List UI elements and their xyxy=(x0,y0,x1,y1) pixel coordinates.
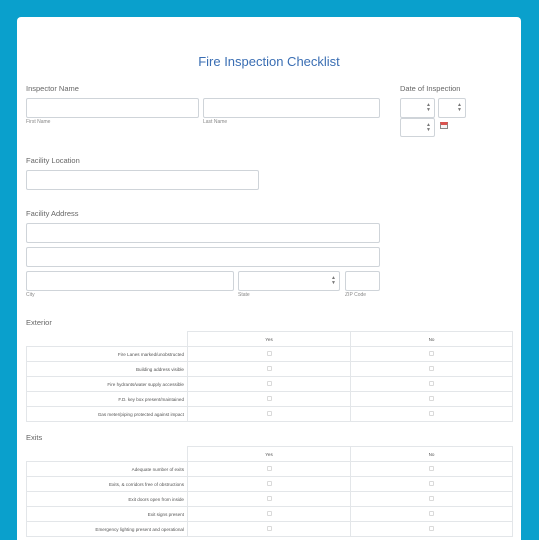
no-radio[interactable] xyxy=(429,526,434,531)
zip-code-input[interactable] xyxy=(345,271,380,291)
city-sublabel: City xyxy=(26,292,35,298)
exterior-label: Exterior xyxy=(26,318,52,327)
last-name-sublabel: Last Name xyxy=(203,119,228,125)
row-label: Exit signs present xyxy=(27,507,188,522)
no-radio[interactable] xyxy=(429,481,434,486)
no-radio[interactable] xyxy=(429,381,434,386)
column-header-no: No xyxy=(351,332,513,347)
state-sublabel: State xyxy=(238,292,250,298)
row-label: Emergency lighting present and operational xyxy=(27,522,188,537)
month-select[interactable] xyxy=(400,98,435,118)
form-title: Fire Inspection Checklist xyxy=(198,54,340,69)
no-radio[interactable] xyxy=(429,466,434,471)
chevron-updown-icon: ▲ ▼ xyxy=(457,102,462,113)
table-row xyxy=(27,462,513,477)
exits-matrix xyxy=(26,446,513,537)
city-input[interactable] xyxy=(26,271,234,291)
first-name-input[interactable] xyxy=(26,98,199,118)
yes-radio[interactable] xyxy=(267,511,272,516)
table-row xyxy=(27,492,513,507)
chevron-updown-icon: ▲ ▼ xyxy=(426,102,431,113)
table-row xyxy=(27,522,513,537)
facility-location-input[interactable] xyxy=(26,170,259,190)
table-row xyxy=(27,362,513,377)
yes-radio[interactable] xyxy=(267,466,272,471)
no-radio[interactable] xyxy=(429,366,434,371)
no-radio[interactable] xyxy=(429,411,434,416)
table-row xyxy=(27,507,513,522)
table-row xyxy=(27,377,513,392)
exterior-matrix xyxy=(26,331,513,422)
row-label: Fire hydrants/water supply accessible xyxy=(27,377,188,392)
inspector-name-label: Inspector Name xyxy=(26,84,79,93)
chevron-updown-icon: ▲ ▼ xyxy=(426,121,431,133)
yes-radio[interactable] xyxy=(267,351,272,356)
facility-location-label: Facility Location xyxy=(26,156,80,165)
row-label: Fire Lanes marked/unobstructed xyxy=(27,347,188,362)
day-select[interactable] xyxy=(438,98,466,118)
yes-radio[interactable] xyxy=(267,366,272,371)
yes-radio[interactable] xyxy=(267,481,272,486)
matrix-corner xyxy=(27,332,188,347)
table-row xyxy=(27,407,513,422)
matrix-corner xyxy=(27,447,188,462)
row-label: F.D. key box present/maintained xyxy=(27,392,188,407)
table-row xyxy=(27,392,513,407)
table-row xyxy=(27,347,513,362)
state-select[interactable] xyxy=(238,271,340,291)
street-address-line2-input[interactable] xyxy=(26,247,380,267)
row-label: Adequate number of exits xyxy=(27,462,188,477)
last-name-input[interactable] xyxy=(203,98,380,118)
row-label: Gas meter/piping protected against impact xyxy=(27,407,188,422)
yes-radio[interactable] xyxy=(267,396,272,401)
form-card xyxy=(17,17,521,540)
exits-label: Exits xyxy=(26,433,43,442)
street-address-input[interactable] xyxy=(26,223,380,243)
row-label: Exits, & corridors free of obstructions xyxy=(27,477,188,492)
zip-code-sublabel: ZIP Code xyxy=(345,292,367,298)
first-name-sublabel: First Name xyxy=(26,119,51,125)
calendar-icon[interactable] xyxy=(440,122,448,129)
table-row xyxy=(27,477,513,492)
column-header-no: No xyxy=(351,447,513,462)
yes-radio[interactable] xyxy=(267,496,272,501)
no-radio[interactable] xyxy=(429,496,434,501)
row-label: Exit doors open from inside xyxy=(27,492,188,507)
yes-radio[interactable] xyxy=(267,411,272,416)
no-radio[interactable] xyxy=(429,351,434,356)
no-radio[interactable] xyxy=(429,396,434,401)
facility-address-label: Facility Address xyxy=(26,209,79,218)
column-header-yes: Yes xyxy=(188,332,351,347)
no-radio[interactable] xyxy=(429,511,434,516)
yes-radio[interactable] xyxy=(267,381,272,386)
chevron-updown-icon: ▲ ▼ xyxy=(331,275,336,286)
row-label: Building address visible xyxy=(27,362,188,377)
column-header-yes: Yes xyxy=(188,447,351,462)
year-select[interactable] xyxy=(400,118,435,137)
date-of-inspection-label: Date of Inspection xyxy=(400,84,461,93)
yes-radio[interactable] xyxy=(267,526,272,531)
